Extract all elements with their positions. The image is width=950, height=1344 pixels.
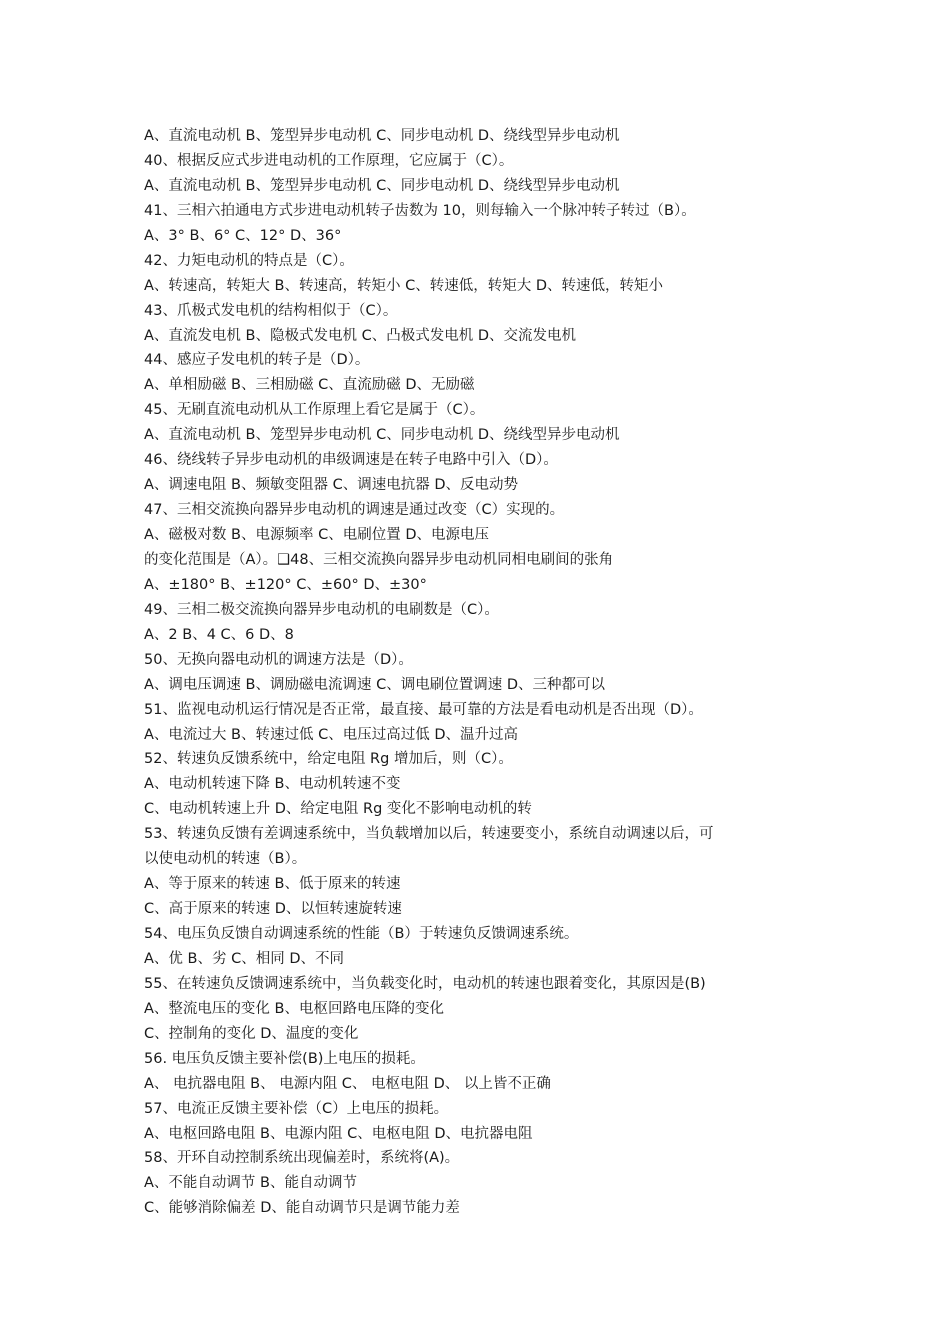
question-51: 51、监视电动机运行情况是否正常，最直接、最可靠的方法是看电动机是否出现（D）。: [144, 701, 703, 718]
options-53-cd: C、高于原来的转速 D、以恒转速旋转速: [144, 901, 402, 918]
question-53-cont: 以使电动机的转速（B）。: [144, 851, 307, 868]
options-55-cd: C、控制角的变化 D、温度的变化: [144, 1025, 359, 1042]
question-46: 46、绕线转子异步电动机的串级调速是在转子电路中引入（D）。: [144, 452, 558, 469]
question-47: 47、三相交流换向器异步电动机的调速是通过改变（C）实现的。: [144, 502, 565, 519]
question-49: 49、三相二极交流换向器异步电动机的电刷数是（C）。: [144, 601, 499, 618]
options-52-ab: A、电动机转速下降 B、电动机转速不变: [144, 776, 401, 793]
options-45: A、直流电动机 B、笼型异步电动机 C、同步电动机 D、绕线型异步电动机: [144, 427, 620, 444]
options-54: A、优 B、劣 C、相同 D、不同: [144, 950, 344, 967]
question-41: 41、三相六拍通电方式步进电动机转子齿数为 10，则每输入一个脉冲转子转过（B）。: [144, 202, 696, 219]
question-48: 的变化范围是（A）。❑48、三相交流换向器异步电动机同相电刷间的张角: [144, 551, 614, 568]
question-40: 40、根据反应式步进电动机的工作原理，它应属于（C）。: [144, 152, 514, 169]
options-42: A、转速高，转矩大 B、转速高，转矩小 C、转速低，转矩大 D、转速低，转矩小: [144, 277, 663, 294]
text-line: A、直流电动机 B、笼型异步电动机 C、同步电动机 D、绕线型异步电动机: [144, 128, 620, 144]
options-44: A、单相励磁 B、三相励磁 C、直流励磁 D、无励磁: [144, 377, 475, 394]
options-58-cd: C、能够消除偏差 D、能自动调节只是调节能力差: [144, 1200, 460, 1217]
question-50: 50、无换向器电动机的调速方法是（D）。: [144, 651, 413, 668]
options-51: A、电流过大 B、转速过低 C、电压过高过低 D、温升过高: [144, 726, 518, 743]
options-49: A、2 B、4 C、6 D、8: [144, 626, 294, 643]
options-55-ab: A、整流电压的变化 B、电枢回路电压降的变化: [144, 1000, 444, 1017]
document-body: [144, 124, 824, 1221]
options-40: A、直流电动机 B、笼型异步电动机 C、同步电动机 D、绕线型异步电动机: [144, 177, 620, 194]
question-44: 44、感应子发电机的转子是（D）。: [144, 352, 370, 369]
options-48: A、±180° B、±120° C、±60° D、±30°: [144, 576, 427, 593]
options-53-ab: A、等于原来的转速 B、低于原来的转速: [144, 876, 401, 893]
question-45: 45、无刷直流电动机从工作原理上看它是属于（C）。: [144, 402, 485, 419]
question-57: 57、电流正反馈主要补偿（C）上电压的损耗。: [144, 1100, 449, 1117]
question-58: 58、开环自动控制系统出现偏差时，系统将(A)。: [144, 1150, 460, 1167]
options-57: A、电枢回路电阻 B、电源内阻 C、电枢电阻 D、电抗器电阻: [144, 1125, 533, 1142]
options-50: A、调电压调速 B、调励磁电流调速 C、调电刷位置调速 D、三种都可以: [144, 676, 605, 693]
options-43: A、直流发电机 B、隐极式发电机 C、凸极式发电机 D、交流发电机: [144, 327, 576, 344]
options-46: A、调速电阻 B、频敏变阻器 C、调速电抗器 D、反电动势: [144, 477, 518, 494]
options-41: A、3° B、6° C、12° D、36°: [144, 227, 342, 244]
question-43: 43、爪极式发电机的结构相似于（C）。: [144, 302, 398, 319]
question-52: 52、转速负反馈系统中，给定电阻 Rg 增加后，则（C）。: [144, 751, 513, 768]
options-56: A、 电抗器电阻 B、 电源内阻 C、 电枢电阻 D、 以上皆不正确: [144, 1075, 551, 1092]
options-52-cd: C、电动机转速上升 D、给定电阻 Rg 变化不影响电动机的转: [144, 801, 532, 818]
options-58-ab: A、不能自动调节 B、能自动调节: [144, 1175, 357, 1192]
question-53: 53、转速负反馈有差调速系统中，当负载增加以后，转速要变小，系统自动调速以后，可: [144, 826, 714, 843]
question-55: 55、在转速负反馈调速系统中，当负载变化时，电动机的转速也跟着变化，其原因是(B): [144, 975, 706, 992]
question-56: 56. 电压负反馈主要补偿(B)上电压的损耗。: [144, 1050, 425, 1067]
question-54: 54、电压负反馈自动调速系统的性能（B）于转速负反馈调速系统。: [144, 926, 579, 942]
question-42: 42、力矩电动机的特点是（C）。: [144, 252, 354, 269]
options-47: A、磁极对数 B、电源频率 C、电刷位置 D、电源电压: [144, 527, 489, 543]
